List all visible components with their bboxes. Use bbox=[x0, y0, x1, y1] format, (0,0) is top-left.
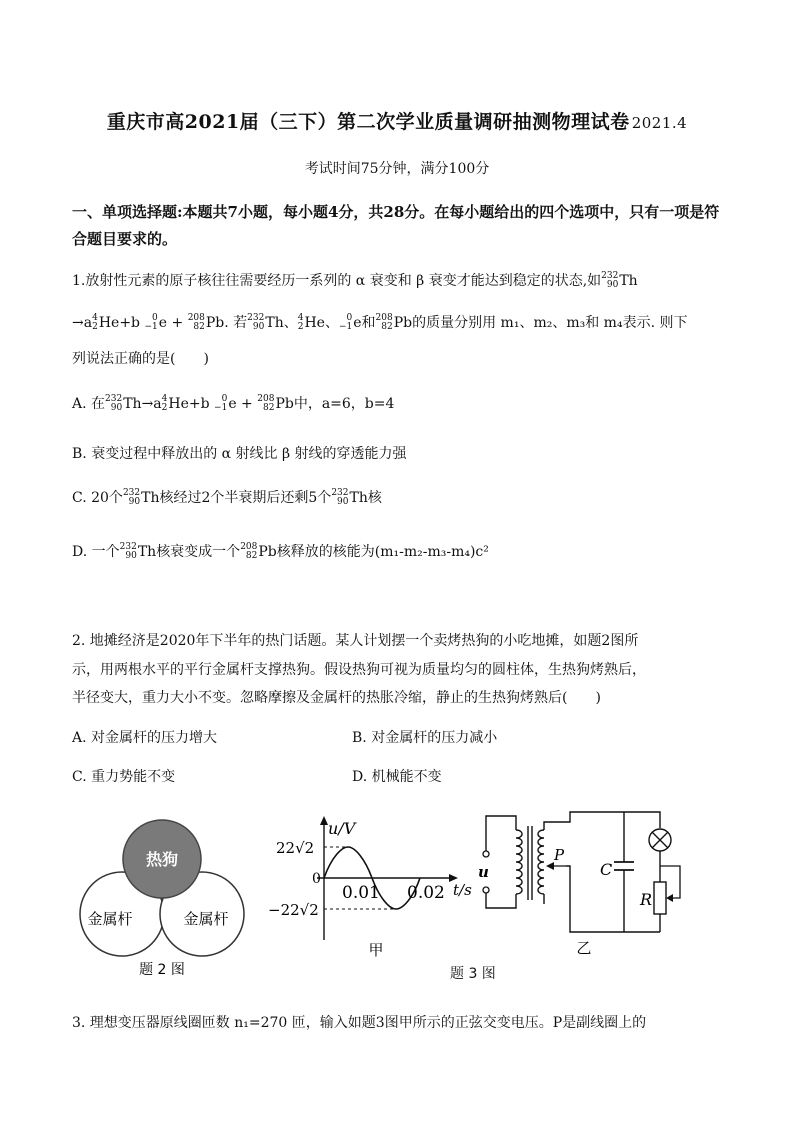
exam-subtitle: 考试时间75分钟，满分100分 bbox=[304, 161, 490, 177]
secondary-coil bbox=[538, 830, 544, 894]
tick-t2: 0.02 bbox=[407, 883, 445, 903]
q1-option-a: A. 在 232 90 Th→a 4 2 He+b 0 −1 e + 208 82 Pb中，a=6，b=4 bbox=[72, 394, 395, 413]
q1-option-b: B. 衰变过程中释放出的 α 射线比 β 射线的穿透能力强 bbox=[72, 446, 407, 462]
exam-title: 重庆市高2021届（三下）第二次学业质量调研抽测物理试卷 bbox=[106, 111, 630, 133]
y-axis-arrow bbox=[320, 816, 328, 825]
q2-option-a: A. 对金属杆的压力增大 bbox=[72, 730, 218, 746]
nuclide-th: 232 90 bbox=[601, 271, 619, 290]
label-jia: 甲 bbox=[368, 941, 384, 959]
y-min-label: −22√2 bbox=[268, 901, 319, 919]
q2-option-b: B. 对金属杆的压力减小 bbox=[352, 730, 498, 746]
rheostat-arrow bbox=[666, 894, 673, 902]
hotdog-label: 热狗 bbox=[145, 850, 179, 869]
slider-p-arrow bbox=[546, 862, 554, 870]
primary-wire-bottom bbox=[486, 893, 516, 908]
secondary-wire-top bbox=[544, 812, 660, 830]
resistor-label: R bbox=[640, 890, 653, 909]
q1-line3: 列说法正确的是( ) bbox=[72, 351, 209, 367]
y-axis-label: u/V bbox=[328, 819, 356, 838]
q3-line1: 3. 理想变压器原线圈匝数 n₁=270 匝，输入如题3图甲所示的正弦交变电压。P是副线圈上的 bbox=[72, 1015, 647, 1031]
terminal-top bbox=[483, 851, 489, 857]
page-title bbox=[0, 107, 794, 134]
rod-right-label: 金属杆 bbox=[183, 910, 229, 928]
section-heading: 一、单项选择题:本题共7小题，每小题4分，共28分。在每小题给出的四个选项中，只有一项是符合题目要求的。 bbox=[72, 203, 720, 248]
tick-t1: 0.01 bbox=[342, 883, 380, 903]
q2-option-c: C. 重力势能不变 bbox=[72, 769, 176, 785]
x-axis-label: t/s bbox=[453, 881, 472, 899]
q1-option-d: D. 一个 232 90 Th核衰变成一个 208 82 Pb核释放的核能为(m₁-m₂-m₃-m₄)c² bbox=[72, 542, 489, 561]
slider-p-label: P bbox=[554, 846, 565, 864]
q2-line1: 2. 地摊经济是2020年下半年的热门话题。某人计划摆一个卖烤热狗的小吃地摊，如题2图所 bbox=[72, 633, 639, 649]
q2-option-d: D. 机械能不变 bbox=[352, 769, 442, 785]
label-yi: 乙 bbox=[576, 939, 592, 957]
primary-wire-top bbox=[486, 816, 516, 851]
q1-line1: 1.放射性元素的原子核往往需要经历一系列的 α 衰变和 β 衰变才能达到稳定的状态,如 232 90 Th bbox=[72, 271, 638, 290]
figure-3-voltage-graph bbox=[262, 812, 482, 984]
input-u-label: u bbox=[478, 863, 489, 881]
exam-date: 2021.4 bbox=[631, 114, 688, 132]
resistor-icon bbox=[654, 882, 666, 914]
y-max-label: 22√2 bbox=[276, 839, 315, 857]
q2-line3: 半径变大，重力大小不变。忽略摩擦及金属杆的热胀冷缩，静止的生热狗烤熟后( ) bbox=[72, 690, 601, 706]
primary-coil bbox=[516, 830, 522, 894]
q2-line2: 示，用两根水平的平行金属杆支撑热狗。假设热狗可视为质量均匀的圆柱体，生热狗烤熟后， bbox=[72, 662, 646, 678]
rod-left-label: 金属杆 bbox=[87, 910, 133, 928]
origin-label: 0 bbox=[312, 871, 321, 887]
figure-2-caption: 题 2 图 bbox=[139, 962, 185, 978]
q1-option-c: C. 20个 232 90 Th核经过2个半衰期后还剩5个 232 90 Th核 bbox=[72, 488, 382, 507]
capacitor-label: C bbox=[600, 860, 613, 879]
figure-3-circuit bbox=[474, 808, 714, 958]
terminal-bottom bbox=[483, 887, 489, 893]
q1-line2: →a 4 2 He+b 0 −1 e + 208 82 Pb. 若 232 90 Th、 4 2 He、 0 −1 e和 208 82 Pb的质量分别用 m₁、m₂、m₃和 m₄表示. 则下 bbox=[72, 313, 688, 332]
figure-3-caption-text: 题 3 图 bbox=[450, 966, 496, 982]
figure-2-hotdog bbox=[70, 818, 250, 983]
